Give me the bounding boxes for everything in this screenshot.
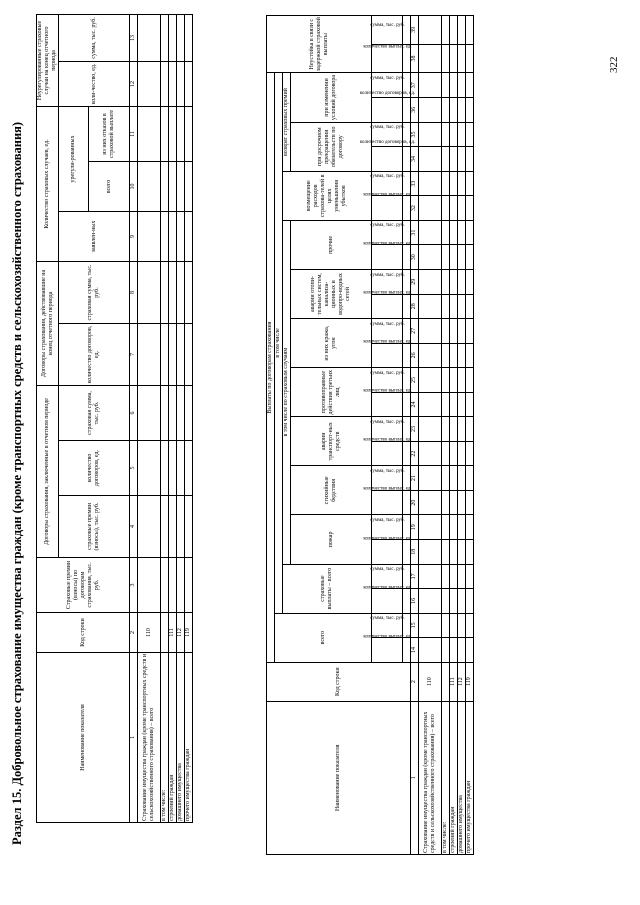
row-label: домашнего имущества bbox=[458, 701, 466, 854]
t1-header-unsettled-sum: сумма, тыс. руб. bbox=[59, 14, 130, 61]
t2-colnum: 29 bbox=[411, 269, 419, 294]
t2-header-payouts: Выплаты по договорам страхования bbox=[267, 73, 275, 662]
t2-header-including: в том числе bbox=[275, 73, 283, 613]
t1-header-insured-sum: страховая сумма, тыс. руб. bbox=[59, 386, 130, 441]
t2-colnum: 32 bbox=[411, 196, 419, 221]
t2-sub: количество выплат, ед. bbox=[372, 343, 403, 368]
t2-sub: сумма, тыс. руб. bbox=[372, 319, 403, 344]
t1-header-concluded: Договоры страхования, заключенные в отчетном периоде bbox=[37, 386, 59, 558]
t2-sub: сумма, тыс. руб. bbox=[372, 269, 403, 294]
t2-colnum: 30 bbox=[411, 245, 419, 270]
t2-colnum: 23 bbox=[411, 417, 419, 442]
page-number: 322 bbox=[608, 56, 620, 73]
t1-colnum: 2 bbox=[130, 613, 138, 653]
t2-header-theft: из них кража, угон bbox=[291, 319, 372, 368]
t1-colnum: 11 bbox=[130, 106, 138, 161]
row-code bbox=[161, 613, 169, 653]
row-code: 110 bbox=[419, 662, 442, 701]
row-label: прочего имущества граждан bbox=[466, 701, 474, 854]
t2-sub: количество выплат, ед. bbox=[372, 392, 403, 417]
t1-colnum: 3 bbox=[130, 558, 138, 613]
t2-colnum: 16 bbox=[411, 589, 419, 614]
t1-colnum: 6 bbox=[130, 386, 138, 441]
t1-header-refusals: из них отказов в страховой выплате bbox=[89, 106, 130, 161]
row-label: Страхование имущества граждан (кроме транспортных средств и сельскохозяйственного страхования) – всего bbox=[138, 653, 161, 823]
t2-sub: количество выплат, ед. bbox=[372, 294, 403, 319]
t1-header-premiums-concluded: страховые премии (взносы), тыс. руб. bbox=[59, 496, 130, 558]
t2-sub: сумма, тыс. руб. bbox=[372, 564, 403, 589]
t2-sub: сумма, тыс. руб. bbox=[372, 73, 403, 98]
row-code: 111 bbox=[169, 613, 177, 653]
t2-colnum: 19 bbox=[411, 515, 419, 540]
t1-colnum: 9 bbox=[130, 212, 138, 262]
row-label: строений граждан bbox=[169, 653, 177, 823]
row-code: 119 bbox=[466, 662, 474, 701]
t2-sub: количество выплат, ед. bbox=[372, 44, 403, 73]
t2-sub: количество выплат, ед. bbox=[372, 245, 403, 270]
t1-colnum: 8 bbox=[130, 262, 138, 324]
t2-colnum: 31 bbox=[411, 220, 419, 245]
t2-colnum: 25 bbox=[411, 368, 419, 393]
table-row bbox=[466, 16, 474, 855]
t1-header-active-count: количество договоров, ед. bbox=[59, 324, 130, 386]
t1-colnum: 10 bbox=[130, 162, 138, 212]
table-row bbox=[177, 14, 185, 822]
t2-colnum: 33 bbox=[411, 171, 419, 196]
t1-header-code: Код строки bbox=[37, 613, 130, 653]
table-row bbox=[169, 14, 177, 822]
t2-sub: сумма, тыс. руб. bbox=[372, 171, 403, 196]
row-code: 119 bbox=[185, 613, 193, 653]
t2-sub: количество договоров, ед. bbox=[372, 147, 403, 172]
row-code bbox=[442, 662, 450, 701]
row-label: в том числе: bbox=[161, 653, 169, 823]
section-title: Раздел 15. Добровольное страхование имущества граждан (кроме транспортных средств и сельскохозяйственного страхования) bbox=[10, 121, 24, 845]
t1-colnum: 12 bbox=[130, 61, 138, 106]
t1-header-declared: заявлен-ных bbox=[59, 212, 130, 262]
t1-header-premiums: Страховые премии (взносы) по договорам страхования, тыс. руб. bbox=[37, 558, 130, 613]
row-label: строений граждан bbox=[450, 701, 458, 854]
t2-header-indicator: Наименование показателя bbox=[267, 701, 411, 854]
t2-sub: сумма, тыс. руб. bbox=[372, 466, 403, 491]
row-label: Страхование имущества граждан (кроме транспортных средств и сельскохозяйственного страхования) – всего bbox=[419, 701, 442, 854]
t2-colnum: 34 bbox=[411, 147, 419, 172]
table-row bbox=[185, 14, 193, 822]
row-label: прочего имущества граждан bbox=[185, 653, 193, 823]
t2-header-utility: аварии отопи-тельных систем, канализа-ционных и водопро-водных сетей bbox=[291, 269, 372, 318]
row-label: домашнего имущества bbox=[177, 653, 185, 823]
table-row bbox=[442, 16, 450, 855]
t2-colnum: 24 bbox=[411, 392, 419, 417]
t2-colnum: 28 bbox=[411, 294, 419, 319]
table-row bbox=[138, 14, 161, 822]
t2-colnum: 1 bbox=[411, 701, 419, 854]
row-code: 112 bbox=[458, 662, 466, 701]
t2-header-change-terms: при изменении условий договора bbox=[291, 73, 372, 122]
t2-sub: количество выплат, ед. bbox=[372, 589, 403, 614]
t2-colnum: 35 bbox=[411, 122, 419, 147]
t2-colnum: 27 bbox=[411, 319, 419, 344]
t2-sub: количество договоров, ед. bbox=[372, 98, 403, 123]
t2-sub: сумма, тыс. руб. bbox=[372, 16, 403, 45]
t1-colnum: 7 bbox=[130, 324, 138, 386]
t2-header-payouts-total: страховые выплаты – всего bbox=[283, 564, 372, 613]
t1-header-indicator: Наименование показателя bbox=[37, 653, 130, 823]
t2-header-expense-reimb: возмещение расходов страхова-телей в целях уменьшения убытков bbox=[283, 171, 372, 220]
t2-header-code: Код строки bbox=[267, 662, 411, 701]
t2-colnum: 22 bbox=[411, 441, 419, 466]
t2-sub: количество выплат, ед. bbox=[372, 441, 403, 466]
t2-sub: сумма, тыс. руб. bbox=[372, 417, 403, 442]
t2-colnum: 38 bbox=[411, 44, 419, 73]
t2-sub: сумма, тыс. руб. bbox=[372, 122, 403, 147]
t1-colnum: 13 bbox=[130, 14, 138, 61]
t2-header-return-premiums: возврат страховых премий bbox=[283, 73, 291, 171]
t1-header-contracts-count: количество договоров, ед. bbox=[59, 441, 130, 496]
t2-sub: количество выплат, ед. bbox=[372, 490, 403, 515]
t1-colnum: 4 bbox=[130, 496, 138, 558]
t2-colnum: 21 bbox=[411, 466, 419, 491]
t2-colnum: 36 bbox=[411, 98, 419, 123]
t2-header-fire: пожар bbox=[291, 515, 372, 564]
t2-header-disaster: стихийные бедствия bbox=[291, 466, 372, 515]
row-code: 111 bbox=[450, 662, 458, 701]
t1-header-settled: урегули-рованных bbox=[59, 106, 89, 211]
table-row bbox=[419, 16, 442, 855]
table-row bbox=[450, 16, 458, 855]
table-row bbox=[161, 14, 169, 822]
t2-colnum: 15 bbox=[411, 613, 419, 638]
t2-colnum: 14 bbox=[411, 638, 419, 663]
table-contracts bbox=[36, 14, 193, 823]
t2-header-by-case: в том числе по страховым случаям bbox=[283, 220, 291, 564]
t1-colnum: 1 bbox=[130, 653, 138, 823]
t2-sub: сумма, тыс. руб. bbox=[372, 220, 403, 245]
t1-header-active-sum: страховая сумма, тыс. руб. bbox=[59, 262, 130, 324]
row-label: в том числе: bbox=[442, 701, 450, 854]
t2-colnum: 18 bbox=[411, 539, 419, 564]
t2-sub: сумма, тыс. руб. bbox=[372, 515, 403, 540]
t2-sub: сумма, тыс. руб. bbox=[372, 368, 403, 393]
t2-sub: количество выплат, ед. bbox=[372, 539, 403, 564]
t1-header-active: Договоры страхования, действовавшие на конец отчетного периода bbox=[37, 262, 59, 386]
t1-header-cases: Количество страховых случаев, ед. bbox=[37, 106, 59, 261]
t1-header-unsettled: Неурегулированные страховые случаи на конец отчетного периода bbox=[37, 14, 59, 106]
table-payouts bbox=[266, 15, 474, 855]
t2-colnum: 20 bbox=[411, 490, 419, 515]
t2-header-total: всего bbox=[275, 613, 372, 662]
table-row bbox=[458, 16, 466, 855]
t2-colnum: 37 bbox=[411, 73, 419, 98]
t2-header-transport: аварии транспорт-ных средств bbox=[291, 417, 372, 466]
t1-colnum: 5 bbox=[130, 441, 138, 496]
t2-header-illegal: противоправные действия третьих лиц bbox=[291, 368, 372, 417]
t2-header-other: прочие bbox=[291, 220, 372, 269]
t1-header-unsettled-count: коли-чество, ед. bbox=[59, 61, 130, 106]
t2-colnum: 26 bbox=[411, 343, 419, 368]
t2-sub: количество выплат, ед. bbox=[372, 196, 403, 221]
row-code: 110 bbox=[138, 613, 161, 653]
t2-sub: сумма, тыс. руб. bbox=[372, 613, 403, 638]
t2-header-early-termination: при досрочном прекращении обязательств по договору bbox=[291, 122, 372, 171]
t2-colnum: 17 bbox=[411, 564, 419, 589]
row-code: 112 bbox=[177, 613, 185, 653]
t2-colnum: 2 bbox=[411, 662, 419, 701]
t1-header-total: всего bbox=[89, 162, 130, 212]
t2-colnum: 39 bbox=[411, 16, 419, 45]
t2-header-penalty: Неустойка в связи с задержкой страховой выплаты bbox=[267, 16, 372, 73]
t2-sub: количество выплат, ед. bbox=[372, 638, 403, 663]
